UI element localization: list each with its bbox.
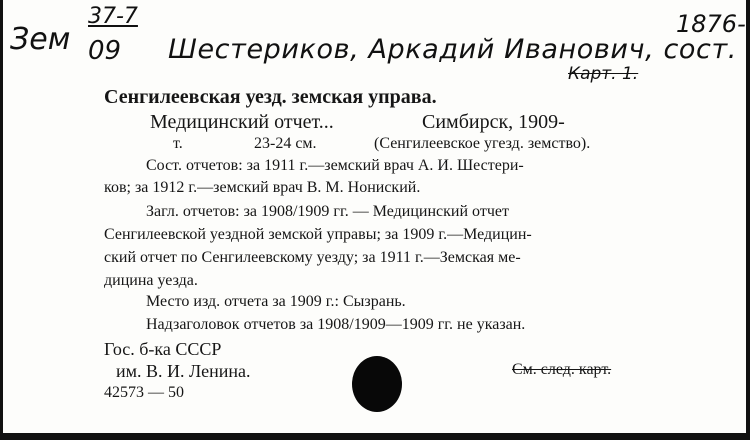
catalog-number: 42573 — 50 <box>104 384 184 401</box>
handwritten-shelf-sub: 09 <box>88 36 122 66</box>
entry-compilers-line-2: ков; за 1912 г.—земский врач В. М. Нониский. <box>104 179 421 196</box>
handwritten-shelf-number: 37-7 <box>88 4 138 29</box>
handwritten-card-mark: Карт. 1. <box>568 64 639 84</box>
entry-heading-note: Надзаголовок отчетов за 1908/1909—1909 гг. не указан. <box>146 316 526 333</box>
next-card-note: См. след. карт. <box>512 361 612 378</box>
card-left-edge <box>0 0 3 440</box>
entry-compilers-line-1: Сост. отчетов: за 1911 г.—земский врач А. И. Шестери- <box>146 157 524 174</box>
entry-titles-line-2: Сенгилеевской уездной земской управы; за 1909 г.—Медицин- <box>104 226 532 243</box>
entry-titles-line-3: ский отчет по Сенгилеевскому уезду; за 1911 г.—Земская ме- <box>104 249 521 266</box>
card-bottom-edge <box>0 433 750 440</box>
entry-titles-line-4: дицина уезда. <box>104 272 198 289</box>
entry-title: Медицинский отчет... <box>150 111 334 133</box>
entry-place-note: Место изд. отчета за 1909 г.: Сызрань. <box>146 293 406 310</box>
library-dedication: им. В. И. Ленина. <box>116 361 251 381</box>
handwritten-author-line: Шестериков, Аркадий Иванович, сост. <box>168 34 737 65</box>
handwritten-prefix: Зем <box>10 22 71 57</box>
handwritten-year: 1876- <box>676 10 746 38</box>
card-right-edge <box>746 0 750 440</box>
entry-series-note: (Сенгилеевское угезд. земство). <box>374 135 591 152</box>
entry-size: 23-24 см. <box>254 135 317 152</box>
punch-hole <box>352 356 402 412</box>
entry-titles-line-1: Загл. отчетов: за 1908/1909 гг. — Медицинский отчет <box>146 203 509 220</box>
entry-place-year: Симбирск, 1909- <box>422 111 565 133</box>
library-name: Гос. б-ка СССР <box>104 339 222 359</box>
entry-volume-abbr: т. <box>173 135 183 152</box>
entry-heading: Сенгилеевская уезд. земская управа. <box>104 86 437 108</box>
